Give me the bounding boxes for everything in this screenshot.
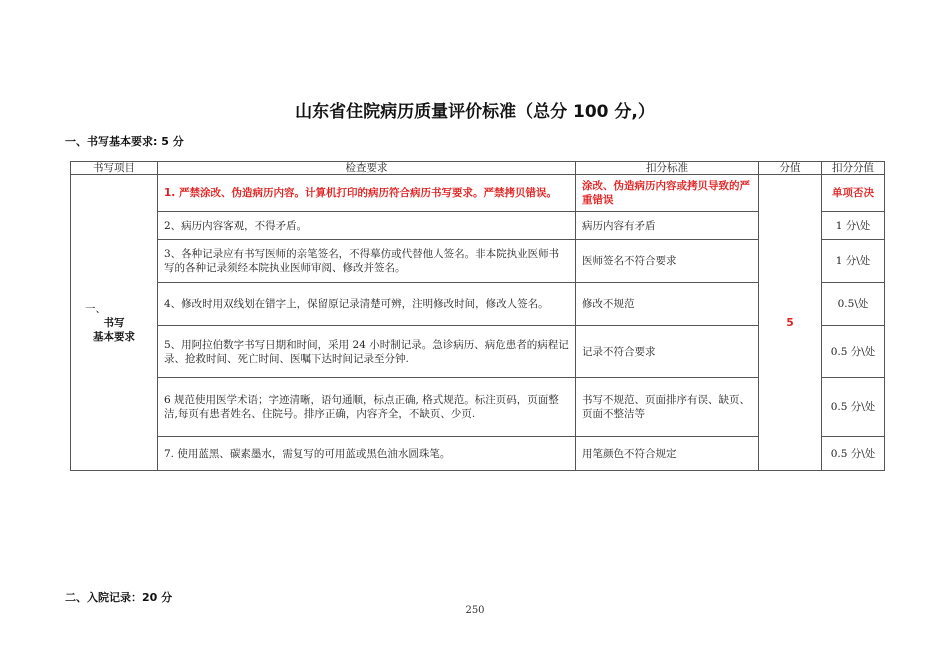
- deduction-standard-cell: 书写不规范、页面排序有误、缺页、页面不整洁等: [576, 378, 759, 437]
- deduction-value-cell: 0.5 分\处: [822, 378, 885, 437]
- requirement-cell: 7. 使用蓝黑、碳素墨水，需复写的可用蓝或黑色油水圆珠笔。: [158, 437, 576, 471]
- deduction-value-cell: 1 分\处: [822, 212, 885, 240]
- page-number: 250: [465, 605, 485, 616]
- section-heading-admission-record: 二、入院记录：20 分: [65, 591, 173, 604]
- item-cell: [71, 175, 158, 471]
- deduction-standard-cell: 医师签名不符合要求: [576, 240, 759, 283]
- page-title: 山东省住院病历质量评价标准（总分 100 分,）: [295, 102, 655, 122]
- deduction-value-cell: 0.5 分\处: [822, 326, 885, 378]
- deduction-value-cell: 1 分\处: [822, 240, 885, 283]
- deduction-standard-cell: 修改不规范: [576, 283, 759, 326]
- deduction-value-cell: 0.5 分\处: [822, 437, 885, 471]
- requirement-cell: 3、各种记录应有书写医师的亲笔签名，不得摹仿或代替他人签名。非本院执业医师书写的各种记录须经本院执业医师审阅、修改并签名。: [158, 240, 576, 283]
- table-row: [71, 175, 885, 212]
- deduction-value-cell: 单项否决: [822, 175, 885, 212]
- requirement-cell: 5、用阿拉伯数字书写日期和时间，采用 24 小时制记录。急诊病历、病危患者的病程记录、抢救时间、死亡时间、医嘱下达时间记录至分钟.: [158, 326, 576, 378]
- header-score: 分值: [759, 162, 822, 175]
- item-name-line2: 基本要求: [93, 330, 135, 343]
- score-cell: 5: [759, 175, 822, 471]
- requirement-cell: 4、修改时用双线划在错字上，保留原记录清楚可辨，注明修改时间，修改人签名。: [158, 283, 576, 326]
- deduction-standard-cell: 记录不符合要求: [576, 326, 759, 378]
- deduction-standard-cell: 病历内容有矛盾: [576, 212, 759, 240]
- section-heading-basic-requirements: 一、书写基本要求: 5 分: [65, 135, 184, 148]
- deduction-standard-cell: 涂改、伪造病历内容或拷贝导致的严重错误: [576, 175, 759, 212]
- item-number: 一、: [85, 302, 106, 315]
- requirement-cell: 2、病历内容客观，不得矛盾。: [158, 212, 576, 240]
- header-requirement: 检查要求: [158, 162, 576, 175]
- requirement-cell: 1. 严禁涂改、伪造病历内容。计算机打印的病历符合病历书写要求。严禁拷贝错误。: [158, 175, 576, 212]
- item-name-line1: 书写: [103, 316, 125, 329]
- table-header-row: [71, 162, 885, 175]
- deduction-value-cell: 0.5\处: [822, 283, 885, 326]
- header-item: 书写项目: [71, 162, 158, 175]
- evaluation-table: [70, 161, 885, 471]
- requirement-cell: 6 规范使用医学术语；字迹清晰，语句通顺，标点正确, 格式规范。标注页码，页面整洁,每页有患者姓名、住院号。排序正确，内容齐全，不缺页、少页.: [158, 378, 576, 437]
- deduction-standard-cell: 用笔颜色不符合规定: [576, 437, 759, 471]
- header-deduction-standard: 扣分标准: [576, 162, 759, 175]
- header-deduction-value: 扣分分值: [822, 162, 885, 175]
